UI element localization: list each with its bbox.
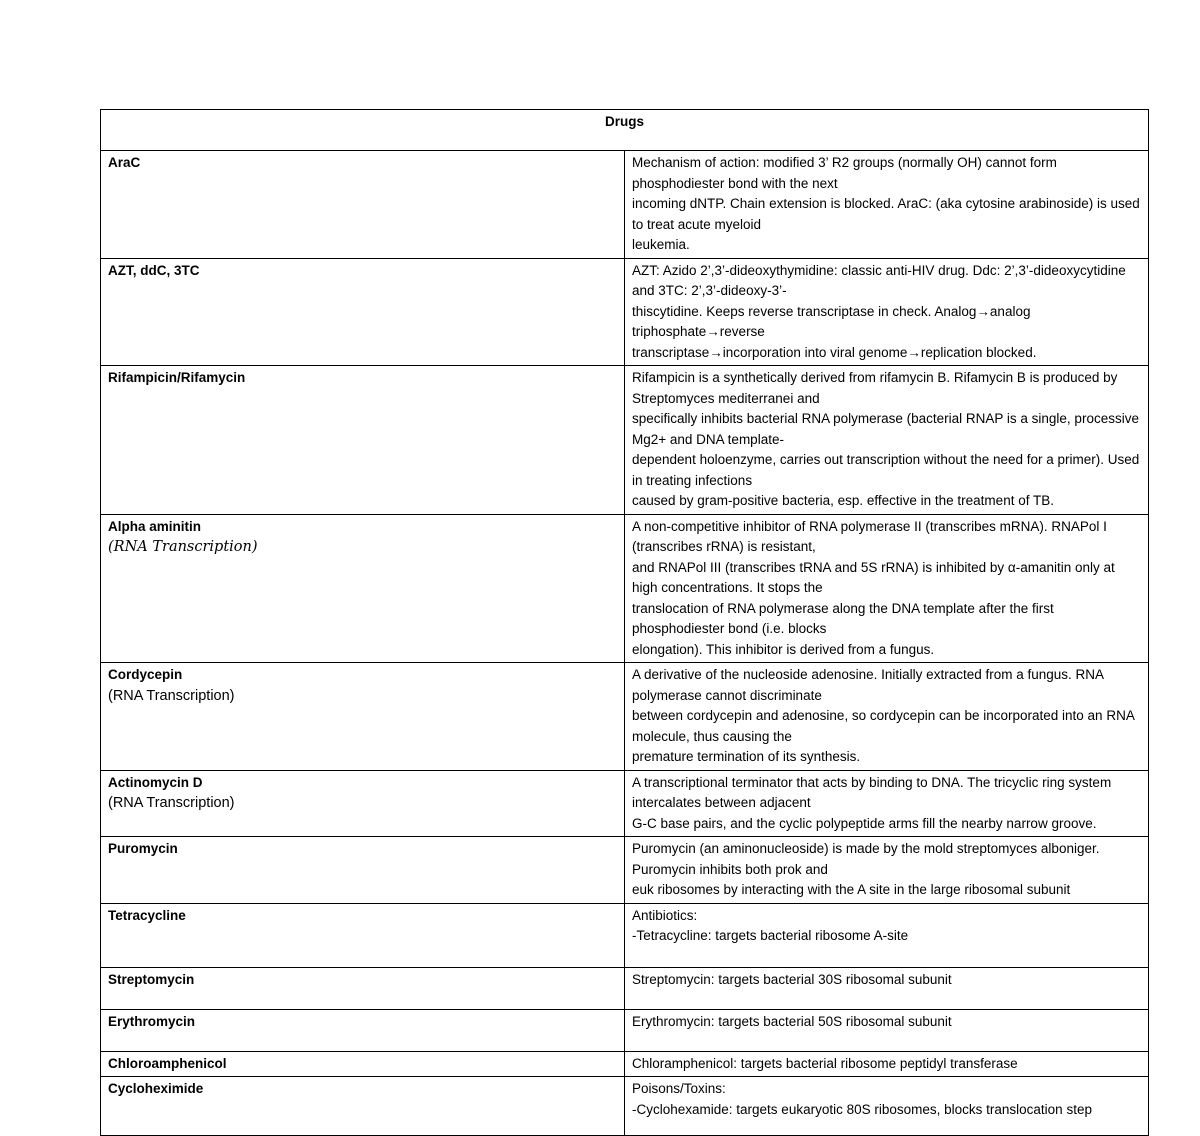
drug-description-cell [625,151,1149,259]
table-title: Drugs [101,110,1149,151]
description-line: Antibiotics: [632,907,698,923]
description-line: premature termination of its synthesis. [632,749,861,764]
description-line: G-C base pairs, and the cyclic polypeptide arms fill the nearby narrow groove. [632,815,1097,831]
drug-description-cell [625,903,1149,967]
description-line: elongation). This inhibitor is derived from a fungus. [632,641,935,657]
description-line: AZT: Azido 2’,3’-dideoxythymidine: classic anti-HIV drug. Ddc: 2’,3’-dideoxycytidine and 3TC: 2’,3’-dideoxy-3’- [632,262,1126,298]
drug-description-cell [625,514,1149,663]
description-line: caused by gram-positive bacteria, esp. effective in the treatment of TB. [632,493,1054,508]
description-line: between cordycepin and adenosine, so cordycepin can be incorporated into an RNA molecule, thus causing the [632,708,1135,744]
drug-name: Rifampicin/Rifamycin [108,370,246,385]
drug-name-cell [101,663,625,771]
table-row [101,837,1149,904]
drug-description-cell [625,1051,1149,1077]
drug-name: Erythromycin [108,1013,196,1029]
drug-name: Chloroamphenicol [108,1055,227,1071]
drug-description-cell [625,770,1149,837]
table-row [101,967,1149,1009]
description-line: A derivative of the nucleoside adenosine. Initially extracted from a fungus. RNA polymerase cannot discriminate [632,667,1104,703]
drug-name-cell [101,770,625,837]
drug-name: Cordycepin [108,667,183,682]
description-line: Erythromycin: targets bacterial 50S ribosomal subunit [632,1013,952,1029]
table-row [101,366,1149,515]
table-row [101,258,1149,366]
table-row [101,151,1149,259]
drug-description-cell [625,663,1149,771]
description-line: leukemia. [632,237,690,252]
table-row [101,1051,1149,1077]
drug-name-cell [101,366,625,515]
drug-name: Streptomycin [108,971,195,987]
drug-name-cell [101,967,625,1009]
drugs-table [100,109,1149,1136]
table-row [101,1077,1149,1136]
description-line: Chloramphenicol: targets bacterial ribosome peptidyl transferase [632,1055,1018,1071]
drug-description-cell [625,1077,1149,1136]
description-line: Rifampicin is a synthetically derived from rifamycin B. Rifamycin B is produced by Streptomyces mediterranei and [632,370,1118,406]
description-line: and RNAPol III (transcribes tRNA and 5S rRNA) is inhibited by α-amanitin only at high concentrations. It stops the [632,559,1115,595]
drug-category: (RNA Transcription) [108,539,258,555]
drug-name-cell [101,1077,625,1136]
description-line: Puromycin (an aminonucleoside) is made by the mold streptomyces alboniger. Puromycin inhibits both prok and [632,841,1100,877]
drug-name-cell [101,258,625,366]
description-line: euk ribosomes by interacting with the A site in the large ribosomal subunit [632,882,1071,897]
drug-name: Tetracycline [108,907,186,923]
drug-category: (RNA Transcription) [108,687,235,704]
table-row [101,663,1149,771]
title-row [101,110,1149,151]
drug-description-cell [625,366,1149,515]
drug-name: Cycloheximide [108,1081,204,1096]
description-line: Mechanism of action: modified 3’ R2 groups (normally OH) cannot form phosphodiester bond with the next [632,155,1057,191]
description-line: specifically inhibits bacterial RNA polymerase (bacterial RNAP is a single, processive Mg2+ and DNA template- [632,411,1139,447]
description-line: thiscytidine. Keeps reverse transcriptase in check. Analog→analog triphosphate→reverse [632,303,1031,339]
drug-description-cell [625,1009,1149,1051]
description-line: translocation of RNA polymerase along the DNA template after the first phosphodiester bond (i.e. blocks [632,600,1054,636]
table-row [101,514,1149,663]
drug-name-cell [101,1051,625,1077]
table-row [101,903,1149,967]
drug-name-cell [101,837,625,904]
drug-name-cell [101,151,625,259]
drug-name-cell [101,514,625,663]
drug-name: AraC [108,155,141,170]
drug-name: AZT, ddC, 3TC [108,262,200,278]
table-row [101,770,1149,837]
table-row [101,1009,1149,1051]
description-line: A transcriptional terminator that acts by binding to DNA. The tricyclic ring system intercalates between adjacent [632,774,1112,810]
description-line: incoming dNTP. Chain extension is blocked. AraC: (aka cytosine arabinoside) is used to treat acute myeloid [632,196,1140,232]
drug-name-cell [101,1009,625,1051]
description-line: dependent holoenzyme, carries out transcription without the need for a primer). Used in treating infections [632,452,1140,488]
description-line: A non-competitive inhibitor of RNA polymerase II (transcribes mRNA). RNAPol I (transcribes rRNA) is resistant, [632,518,1107,554]
description-line: Streptomycin: targets bacterial 30S ribosomal subunit [632,971,952,987]
description-line: transcriptase→incorporation into viral genome→replication blocked. [632,344,1037,360]
drug-category: (RNA Transcription) [108,795,235,811]
drug-description-cell [625,967,1149,1009]
document-page [100,109,1149,1136]
description-line: -Tetracycline: targets bacterial ribosome A-site [632,928,909,943]
description-line: -Cyclohexamide: targets eukaryotic 80S ribosomes, blocks translocation step [632,1101,1092,1117]
drug-name: Alpha aminitin [108,518,202,534]
description-line: Poisons/Toxins: [632,1081,726,1096]
drug-name: Puromycin [108,841,178,856]
drug-description-cell [625,837,1149,904]
drug-name: Actinomycin D [108,774,203,790]
drug-name-cell [101,903,625,967]
drug-description-cell [625,258,1149,366]
